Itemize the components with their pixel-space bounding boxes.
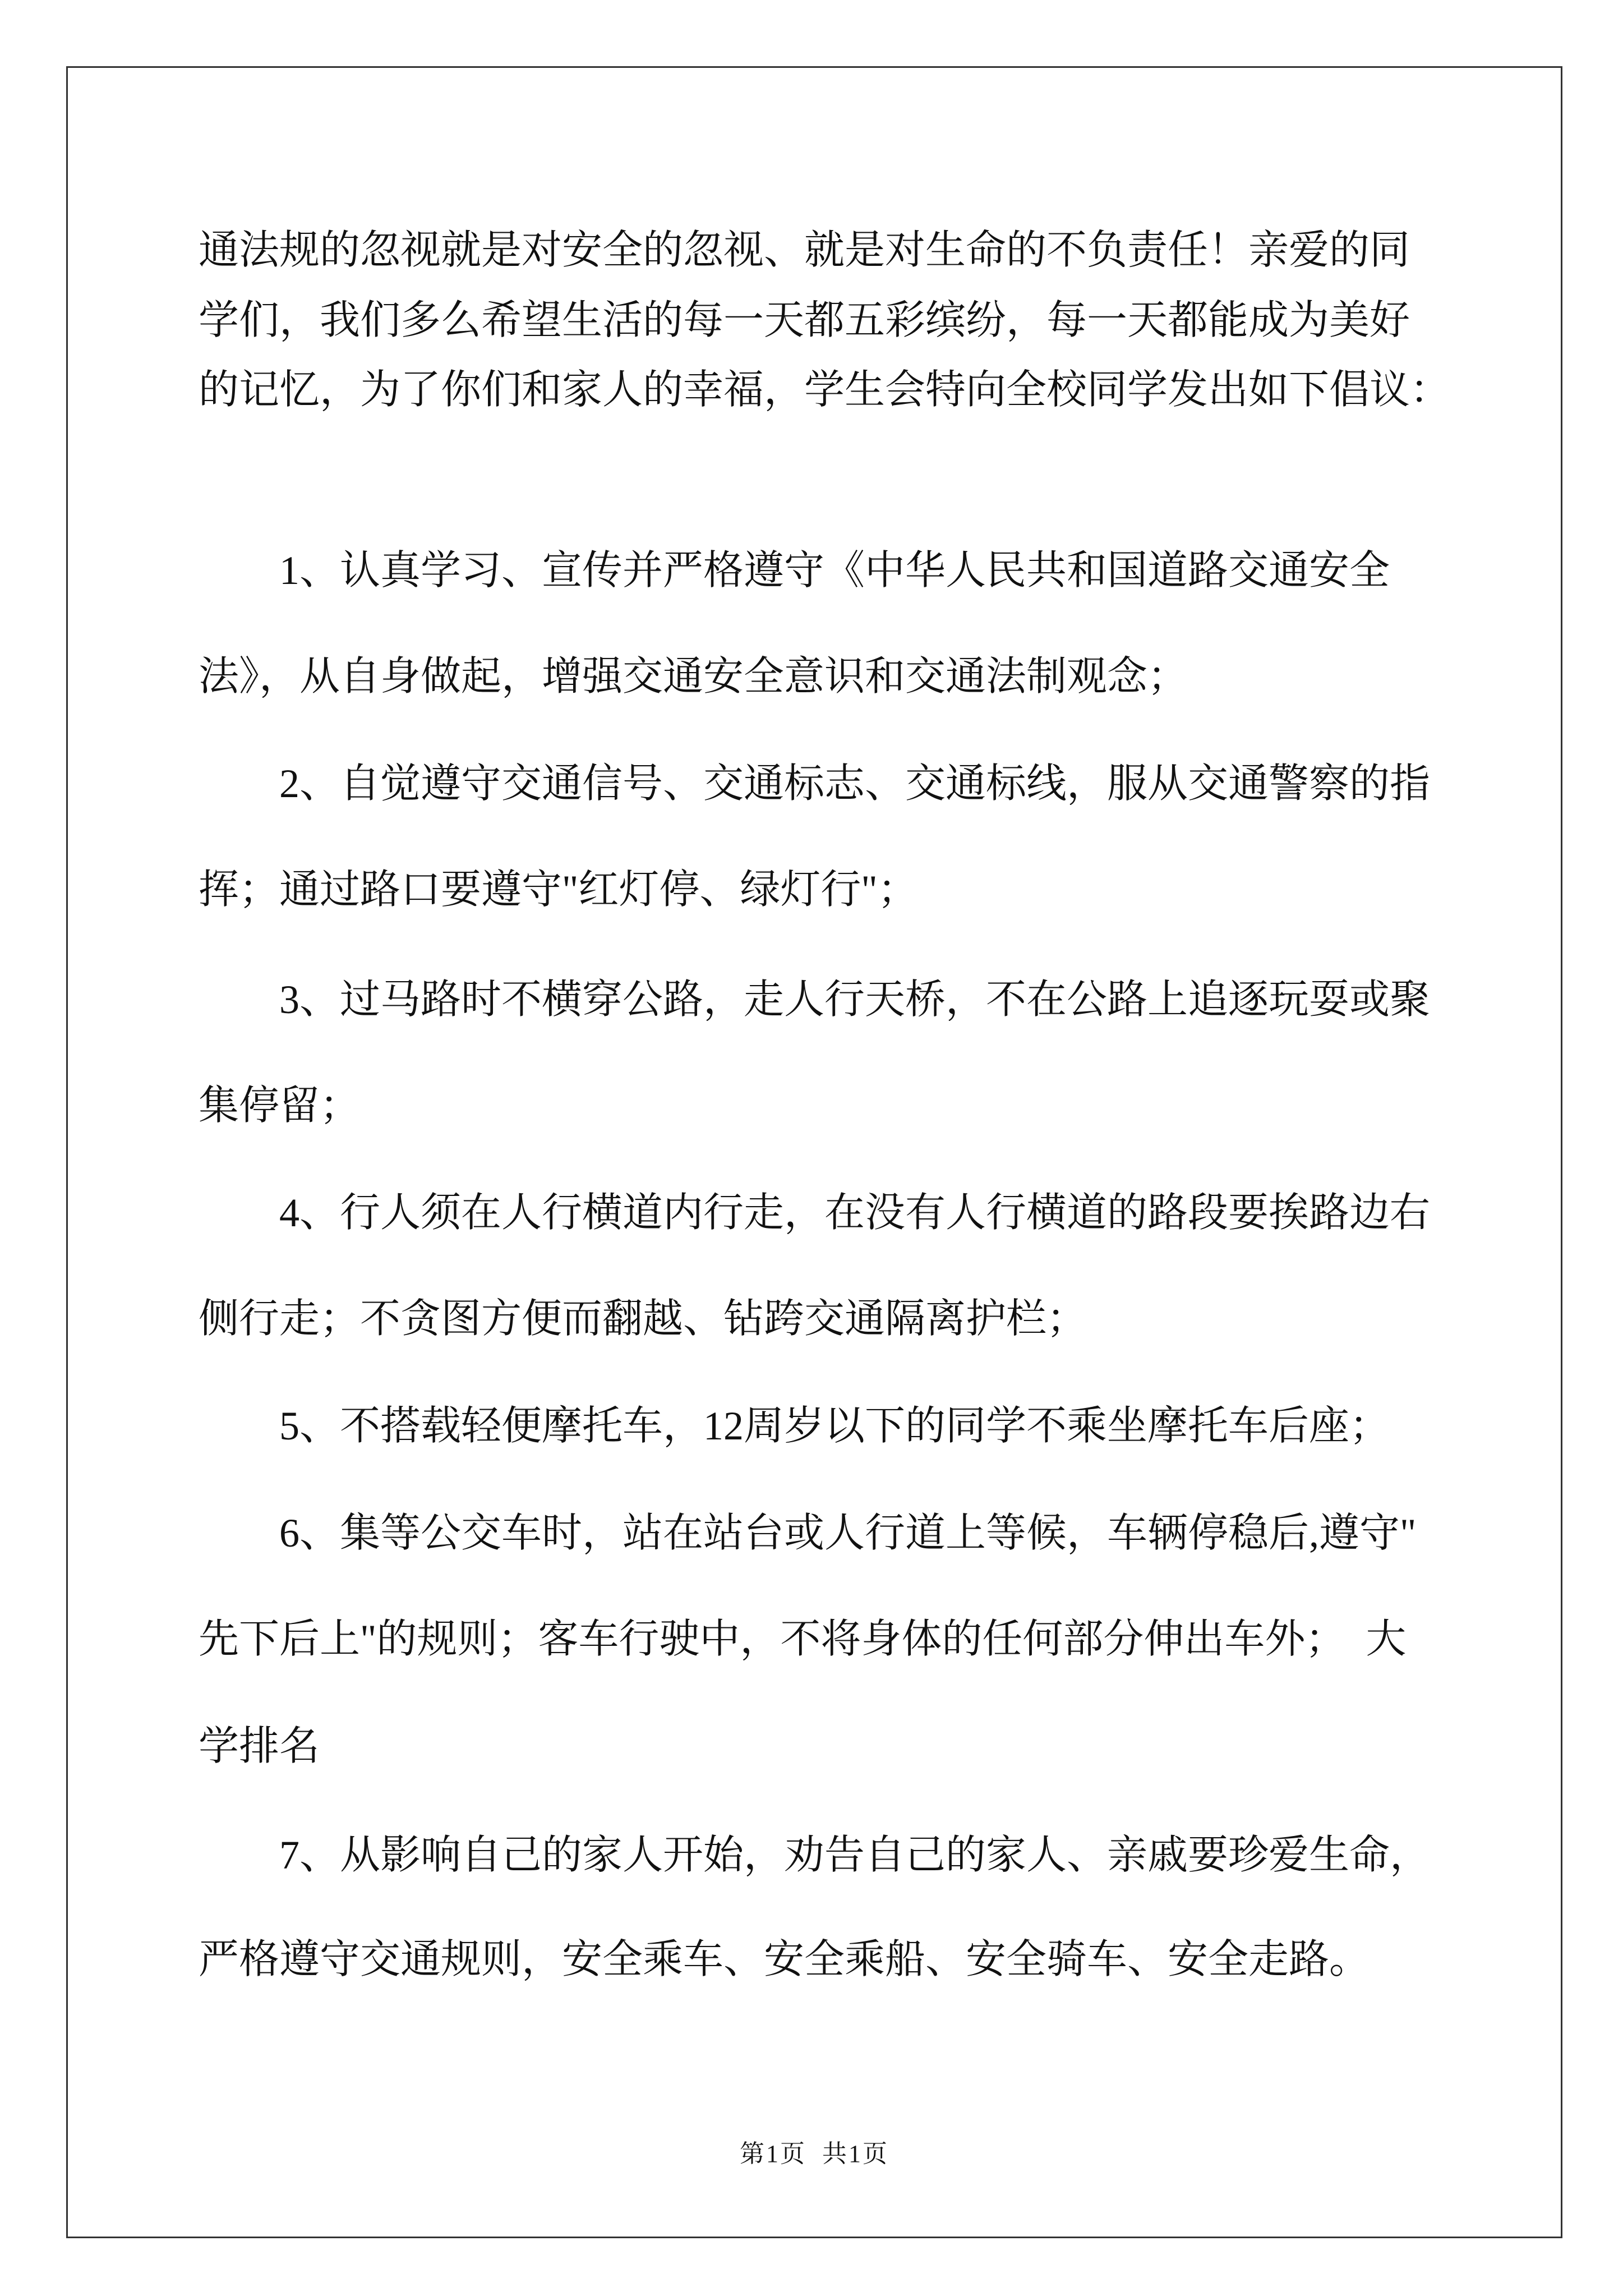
text-line: 法》，从自身做起，增强交通安全意识和交通法制观念； bbox=[199, 655, 1188, 698]
text-line: 7、从影响自己的家人开始，劝告自己的家人、亲戚要珍爱生命， bbox=[279, 1834, 1431, 1876]
text-line: 通法规的忽视就是对安全的忽视、就是对生命的不负责任！亲爱的同 bbox=[199, 229, 1410, 272]
text-line: 集停留； bbox=[199, 1084, 361, 1127]
text-line: 2、自觉遵守交通信号、交通标志、交通标线，服从交通警察的指 bbox=[279, 762, 1431, 805]
text-line: 挥；通过路口要遵守"红灯停、绿灯行"； bbox=[199, 868, 918, 911]
text-line: 严格遵守交通规则，安全乘车、安全乘船、安全骑车、安全走路。 bbox=[199, 1938, 1370, 1981]
text-line: 学排名 bbox=[199, 1725, 320, 1768]
text-line: 6、集等公交车时，站在站台或人行道上等候，车辆停稳后,遵守" bbox=[279, 1512, 1417, 1554]
text-line: 侧行走；不贪图方便而翻越、钻跨交通隔离护栏； bbox=[199, 1297, 1087, 1340]
text-line: 先下后上"的规则；客车行驶中，不将身体的任何部分伸出车外； 大 bbox=[199, 1618, 1407, 1660]
page-number-footer: 第1页 共1页 bbox=[740, 2141, 889, 2168]
text-line: 5、不搭载轻便摩托车，12周岁以下的同学不乘坐摩托车后座； bbox=[279, 1405, 1390, 1447]
text-line: 4、行人须在人行横道内行走，在没有人行横道的路段要挨路边右 bbox=[279, 1191, 1431, 1234]
text-line: 学们，我们多么希望生活的每一天都五彩缤纷，每一天都能成为美好 bbox=[199, 299, 1410, 342]
text-line: 的记忆，为了你们和家人的幸福，学生会特向全校同学发出如下倡议： bbox=[199, 369, 1451, 411]
text-line: 1、认真学习、宣传并严格遵守《中华人民共和国道路交通安全 bbox=[279, 549, 1390, 592]
text-line: 3、过马路时不横穿公路，走人行天桥，不在公路上追逐玩耍或聚 bbox=[279, 978, 1431, 1021]
